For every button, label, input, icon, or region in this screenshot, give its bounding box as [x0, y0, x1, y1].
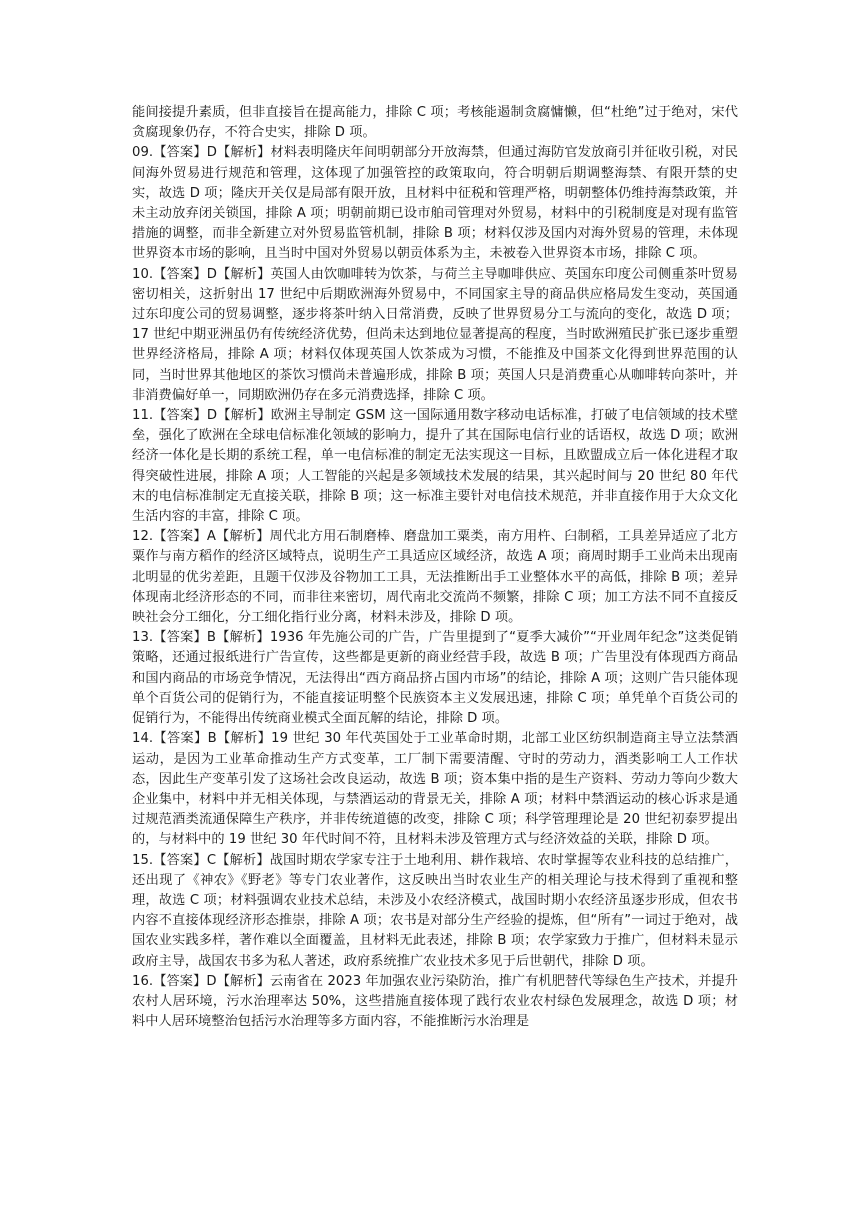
analysis-tag: 【解析】	[216, 973, 270, 989]
answer-tag: 【答案】	[153, 408, 207, 424]
answer-item-15	[132, 851, 738, 972]
answer-tag: 【答案】	[153, 266, 207, 282]
question-number: 09.	[132, 145, 154, 161]
analysis-tag: 【解析】	[216, 731, 272, 747]
analysis-text: 19 世纪 30 年代英国处于工业革命时期，北部工业区纺织制造商主导立法禁酒运动，是因为工业革命推动生产方式变革，工厂制下需要清醒、守时的劳动力，酒类影响工人工作状态，因此生产变革引发了这场社会改良运动，故选 B 项；资本集中指的是生产资料、劳动力等向少数大企业集中，材料中并无相关体现，与禁酒运动的背景无关，排除 A 项；材料中禁酒运动的核心诉求是通过规范酒类流通保障生产秩序，并非传统道德的改变，排除 C 项；科学管理理论是 20 世纪初泰罗提出的，与材料中的 19 世纪 30 年代时间不符，且材料未涉及管理方式与经济效益的关联，排除 D 项。	[132, 731, 738, 848]
question-number: 12.	[132, 529, 154, 545]
answer-letter: D	[206, 973, 217, 989]
question-number: 10.	[132, 266, 154, 282]
answer-letter: D	[206, 145, 217, 161]
paragraph-text: 能间接提升素质，但非直接旨在提高能力，排除 C 项；考核能遏制贪腐慵懒，但“杜绝”过于绝对，宋代贪腐现象仍存，不符合史实，排除 D 项。	[132, 105, 738, 141]
analysis-tag: 【解析】	[216, 145, 271, 161]
answer-letter: D	[206, 408, 218, 424]
answer-tag: 【答案】	[153, 529, 207, 545]
analysis-tag: 【解析】	[216, 266, 271, 282]
answer-tag: 【答案】	[153, 630, 207, 646]
analysis-text: 材料表明隆庆年间明朝部分开放海禁，但通过海防官发放商引并征收引税，对民间海外贸易进行规范和管理，这体现了加强管控的政策取向，符合明朝后期调整海禁、有限开禁的史实，故选 D 项；隆庆开关仅是局部有限开放，且材料中征税和管理严格，明朝整体仍维持海禁政策，并未主动放弃闭关锁国，排除 A 项；明朝前期已设市舶司管理对外贸易，材料中的引税制度是对现有监管措施的调整，而非全新建立对外贸易监管机制，排除 B 项；材料仅涉及国内对海外贸易的管理，未体现世界资本市场的影响，且当时中国对外贸易以朝贡体系为主，未被卷入世界资本市场，排除 C 项。	[132, 145, 739, 262]
question-number: 13.	[132, 630, 154, 646]
analysis-tag: 【解析】	[215, 529, 270, 545]
analysis-text: 周代北方用石制磨棒、磨盘加工粟类，南方用杵、臼制稻，工具差异适应了北方粟作与南方稻作的经济区域特点，说明生产工具适应区域经济，故选 A 项；商周时期手工业尚未出现南北明显的优劣差距，且题干仅涉及谷物加工工具，无法推断出手工业整体水平的高低，排除 B 项；差异体现南北经济形态的不同，而非往来密切，周代南北交流尚不频繁，排除 C 项；加工方法不同不直接反映社会分工细化，分工细化指行业分离，材料未涉及，排除 D 项。	[132, 529, 739, 626]
analysis-text: 云南省在 2023 年加强农业污染防治，推广有机肥替代等绿色生产技术，并提升农村人居环境，污水治理率达 50%，这些措施直接体现了践行农业农村绿色发展理念，故选 D 项；材料中人居环境整治包括污水治理等多方面内容，不能推断污水治理是	[132, 973, 739, 1030]
answer-item-10	[132, 265, 738, 406]
analysis-text: 1936 年先施公司的广告，广告里提到了“夏季大减价”“开业周年纪念”这类促销策略，还通过报纸进行广告宣传，这些都是更新的商业经营手段，故选 B 项；广告里没有体现西方商品和国内商品的市场竞争情况，无法得出“西方商品挤占国内市场”的结论，排除 A 项；这则广告只能体现单个百货公司的促销行为，不能直接证明整个民族资本主义发展迅速，排除 C 项；单凭单个百货公司的促销行为，不能得出传统商业模式全面瓦解的结论，排除 D 项。	[132, 630, 739, 727]
question-number: 16.	[132, 973, 154, 989]
answer-item-09	[132, 143, 738, 264]
answer-item-16	[132, 972, 738, 1033]
answer-letter: B	[206, 630, 217, 646]
analysis-tag: 【解析】	[216, 630, 270, 646]
question-number: 14.	[132, 731, 154, 747]
answer-tag: 【答案】	[153, 145, 207, 161]
analysis-tag: 【解析】	[217, 408, 271, 424]
analysis-text: 英国人由饮咖啡转为饮茶，与荷兰主导咖啡供应、英国东印度公司侧重茶叶贸易密切相关，这折射出 17 世纪中后期欧洲海外贸易中，不同国家主导的商品供应格局发生变动，英国通过东印度公司的贸易调整，逐步将茶叶纳入日常消费，反映了世界贸易分工与流向的变化，故选 D 项；17 世纪中期亚洲虽仍有传统经济优势，但尚未达到地位显著提高的程度，当时欧洲殖民扩张已逐步重塑世界经济格局，排除 A 项；材料仅体现英国人饮茶成为习惯，不能推及中国茶文化得到世界范围的认同，当时世界其他地区的茶饮习惯尚未普遍形成，排除 B 项；英国人只是消费重心从咖啡转向茶叶，并非消费偏好单一，同期欧洲仍存在多元消费选择，排除 C 项。	[132, 266, 739, 403]
analysis-tag: 【解析】	[216, 852, 270, 868]
answer-letter: A	[206, 529, 216, 545]
answer-tag: 【答案】	[153, 731, 208, 747]
answer-letter: C	[206, 852, 217, 868]
answer-letter: D	[206, 266, 217, 282]
answer-item-14	[132, 729, 738, 850]
answer-analysis-document	[132, 103, 738, 1032]
answer-item-12	[132, 527, 738, 628]
question-number: 15.	[132, 852, 154, 868]
answer-item-11	[132, 406, 738, 527]
answer-item-13	[132, 628, 738, 729]
answer-letter: B	[207, 731, 217, 747]
analysis-text: 欧洲主导制定 GSM 这一国际通用数字移动电话标准，打破了电信领域的技术壁垒，强化了欧洲在全球电信标准化领域的影响力，提升了其在国际电信行业的话语权，故选 D 项；欧洲经济一体化是长期的系统工程，单一电信标准的制定无法实现这一目标，且欧盟成立后一体化进程才取得突破性进展，排除 A 项；人工智能的兴起是多领域技术发展的结果，其兴起时间与 20 世纪 80 年代末的电信标准制定无直接关联，排除 B 项；这一标准主要针对电信技术规范，并非直接作用于大众文化生活内容的丰富，排除 C 项。	[132, 408, 739, 525]
answer-tag: 【答案】	[153, 973, 207, 989]
analysis-text: 战国时期农学家专注于土地利用、耕作栽培、农时掌握等农业科技的总结推广，还出现了《神农》《野老》等专门农业著作，这反映出当时农业生产的相关理论与技术得到了重视和整理，故选 C 项；材料强调农业技术总结，未涉及小农经济模式，战国时期小农经济虽逐步形成，但农书内容不直接体现经济形态推崇，排除 A 项；农书是对部分生产经验的提炼，但“所有”一词过于绝对，战国农业实践多样，著作难以全面覆盖，且材料无此表述，排除 B 项；农学家致力于推广，但材料未显示政府主导，战国农书多为私人著述，政府系统推广农业技术多见于后世朝代，排除 D 项。	[132, 852, 739, 969]
question-number: 11.	[132, 408, 154, 424]
answer-tag: 【答案】	[153, 852, 207, 868]
paragraph-continuation	[132, 103, 738, 143]
